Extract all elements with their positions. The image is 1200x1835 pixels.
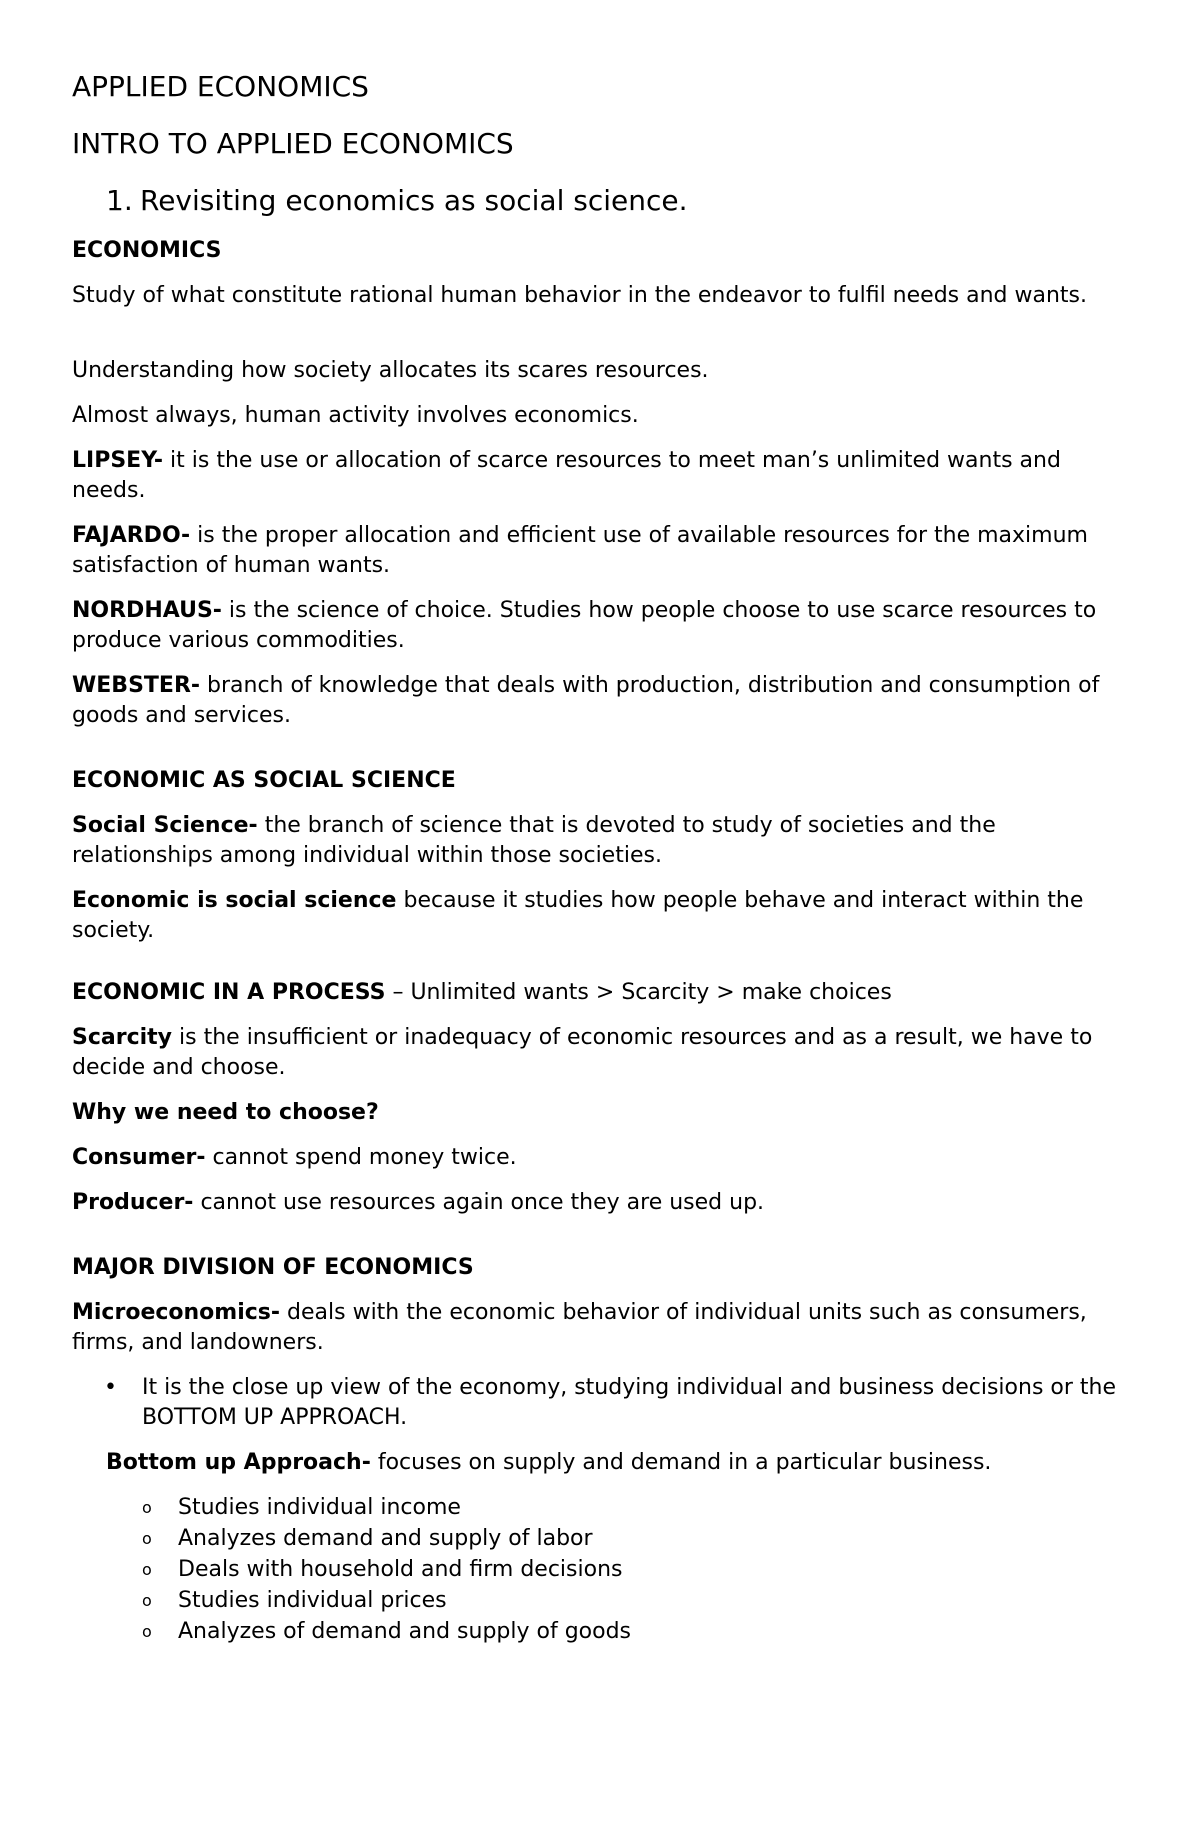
why-choose-question: Why we need to choose?: [72, 1100, 379, 1125]
economics-definition: Study of what constitute rational human behavior in the endeavor to fulfil needs and wants.: [72, 283, 1087, 308]
economic-social-science-definition: Economic is social science because it studies how people behave and interact within the society.: [72, 888, 1084, 943]
circle-bullet-icon: o: [142, 1622, 152, 1641]
list-item: Analyzes of demand and supply of goods: [178, 1619, 632, 1644]
microeconomics-bullet: It is the close up view of the economy, studying individual and business decisions or the BOTTOM UP APPROACH.: [142, 1375, 1117, 1430]
economics-definition: Understanding how society allocates its scares resources.: [72, 358, 709, 383]
nordhaus-definition: NORDHAUS- is the science of choice. Studies how people choose to use scarce resources to produce various commodities.: [72, 598, 1097, 653]
lipsey-definition: LIPSEY- it is the use or allocation of scarce resources to meet man’s unlimited wants and needs.: [72, 448, 1061, 503]
major-division-heading: MAJOR DIVISION OF ECONOMICS: [72, 1255, 474, 1280]
economic-process-line: ECONOMIC IN A PROCESS – Unlimited wants > Scarcity > make choices: [72, 980, 892, 1005]
social-science-definition: Social Science- the branch of science that is devoted to study of societies and the relationships among individual within those societies.: [72, 813, 996, 868]
bullet-icon: •: [104, 1375, 117, 1400]
circle-bullet-icon: o: [142, 1591, 152, 1610]
item-number: 1.: [106, 184, 133, 217]
circle-bullet-icon: o: [142, 1529, 152, 1548]
list-item: Analyzes demand and supply of labor: [178, 1526, 593, 1551]
list-item: Studies individual prices: [178, 1588, 447, 1613]
bottom-up-approach-definition: Bottom up Approach- focuses on supply and demand in a particular business.: [106, 1450, 992, 1475]
numbered-item-1: [106, 184, 688, 218]
scarcity-definition: Scarcity is the insufficient or inadequacy of economic resources and as a result, we have to decide and choose.: [72, 1025, 1093, 1080]
item-text: Revisiting economics as social science.: [140, 184, 688, 217]
economics-definition: Almost always, human activity involves economics.: [72, 403, 639, 428]
document-title: APPLIED ECONOMICS: [72, 70, 369, 103]
consumer-definition: Consumer- cannot spend money twice.: [72, 1145, 517, 1170]
section-title: INTRO TO APPLIED ECONOMICS: [72, 127, 514, 160]
list-item: Deals with household and firm decisions: [178, 1557, 623, 1582]
webster-definition: WEBSTER- branch of knowledge that deals with production, distribution and consumption of goods and services.: [72, 673, 1100, 728]
circle-bullet-icon: o: [142, 1560, 152, 1579]
social-science-heading: ECONOMIC AS SOCIAL SCIENCE: [72, 768, 456, 793]
fajardo-definition: FAJARDO- is the proper allocation and efficient use of available resources for the maximum satisfaction of human wants.: [72, 523, 1088, 578]
economics-heading: ECONOMICS: [72, 238, 222, 263]
producer-definition: Producer- cannot use resources again once they are used up.: [72, 1190, 765, 1215]
list-item: Studies individual income: [178, 1495, 461, 1520]
microeconomics-definition: Microeconomics- deals with the economic behavior of individual units such as consumers, firms, and landowners.: [72, 1300, 1087, 1355]
circle-bullet-icon: o: [142, 1498, 152, 1517]
